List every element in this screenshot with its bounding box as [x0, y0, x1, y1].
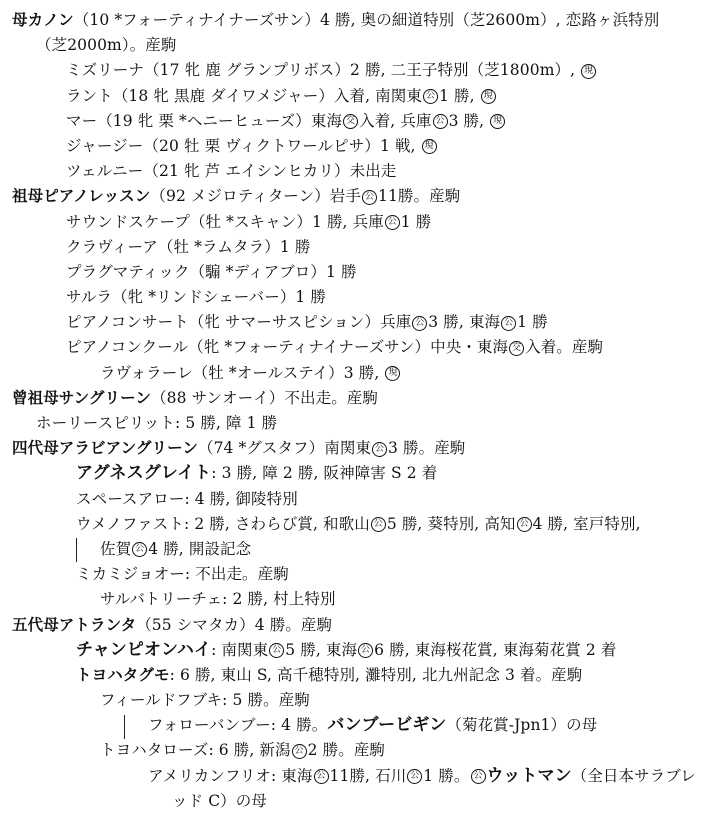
pedigree-line: [0, 436, 720, 461]
circled-mark: 公: [269, 643, 284, 658]
horse-name: ミズリーナ: [66, 61, 145, 80]
line-text: （菊花賞-Jpn1）の母: [446, 716, 598, 735]
pedigree-line: [0, 310, 720, 335]
line-text: : 南関東: [211, 640, 269, 659]
pedigree-line: [0, 789, 720, 814]
pedigree-line: [0, 33, 720, 58]
line-text: （牡 *ラムタラ）1 勝: [157, 237, 311, 256]
horse-name: ピアノコンサート: [66, 313, 189, 332]
horse-name: フォローバンブー: [148, 716, 271, 735]
circled-mark: 公: [372, 442, 387, 457]
pedigree-line: [0, 386, 720, 411]
pedigree-line: [0, 361, 720, 386]
pedigree-line: [0, 184, 720, 209]
circled-mark: 現: [385, 366, 400, 381]
pedigree-line: [0, 613, 720, 638]
circled-mark: 公: [132, 542, 147, 557]
horse-name: ラヴォラーレ: [100, 363, 193, 382]
line-text: : 5 勝。産駒: [222, 691, 310, 710]
line-text: 1 勝。: [423, 766, 470, 785]
line-text: （10 *フォーティナイナーズサン）4 勝, 奥の細道特別（芝2600m）, 恋路ヶ浜特別: [73, 11, 660, 29]
line-text: : 3 勝, 障 2 勝, 阪神障害 S 2 着: [211, 464, 438, 483]
horse-name: ピアノコンクール: [66, 338, 189, 357]
pedigree-line: [0, 537, 720, 562]
line-text: 4 勝, 開設記念: [148, 539, 252, 558]
circled-mark: 公: [292, 744, 307, 759]
line-text: 6 勝, 東海桜花賞, 東海菊花賞 2 着: [374, 640, 617, 659]
pedigree-line: [0, 109, 720, 134]
line-text: 11勝, 石川: [329, 766, 407, 785]
pedigree-line: [0, 285, 720, 310]
line-text: : 6 勝, 東山 S, 高千穂特別, 灘特別, 北九州記念 3 着。産駒: [169, 665, 583, 684]
line-text: （88 サンオーイ）不出走。産駒: [151, 388, 378, 407]
line-text: 1 勝: [400, 212, 432, 231]
line-text: （牡 *オールステイ）3 勝,: [192, 363, 385, 382]
pedigree-line: [0, 84, 720, 109]
circled-mark: 公: [362, 190, 377, 205]
pedigree-line: [0, 235, 720, 260]
pedigree-line: [0, 487, 720, 512]
pedigree-line: [0, 210, 720, 235]
horse-name: クラヴィーア: [66, 237, 158, 256]
horse-name: アグネスグレイト: [76, 463, 212, 484]
circled-mark: 現: [481, 89, 496, 104]
line-text: : 5 勝, 障 1 勝: [175, 414, 278, 432]
continuation-bar: [76, 538, 77, 562]
circled-mark: 公: [517, 517, 532, 532]
line-text: 5 勝, 東海: [285, 640, 358, 659]
horse-name: プラグマティック: [66, 262, 190, 281]
line-text: （牝 *リンドシェーバー）1 勝: [112, 288, 327, 307]
line-text: : 2 勝, 村上特別: [222, 590, 336, 609]
pedigree-line: [0, 512, 720, 537]
line-text: 1 勝: [517, 313, 548, 332]
line-text: 3 勝,: [448, 111, 490, 130]
line-text: 佐賀: [100, 539, 132, 558]
horse-name: サウンドスケープ: [66, 212, 190, 231]
pedigree-line: [0, 260, 720, 285]
line-text: : 6 勝, 新潟: [208, 741, 291, 760]
line-text: 2 勝。産駒: [307, 741, 386, 760]
line-text: （牝 サマーサスピション）兵庫: [188, 313, 412, 332]
horse-name: アメリカンフリオ: [148, 766, 271, 785]
circled-mark: 公: [314, 769, 329, 784]
pedigree-line: [0, 159, 720, 184]
horse-name: トヨハタグモ: [76, 665, 170, 684]
pedigree-line: [0, 411, 720, 436]
line-text: （21 牝 芦 エイシンヒカリ）未出走: [143, 162, 397, 181]
horse-name: ツェルニー: [66, 162, 144, 181]
line-text: （20 牡 栗 ヴィクトワールピサ）1 戦,: [143, 136, 421, 155]
circled-mark: 公: [501, 316, 516, 331]
pedigree-line: [0, 738, 720, 763]
line-text: （92 メジロティターン）岩手: [150, 187, 361, 206]
horse-name: フィールドフブキ: [100, 691, 223, 710]
horse-name: 母カノン: [12, 11, 74, 29]
line-text: : 4 勝, 御陵特別: [184, 489, 298, 508]
continuation-bar: [124, 715, 125, 739]
pedigree-line: [0, 8, 720, 33]
horse-name: ラント: [66, 86, 113, 105]
horse-name: トヨハタローズ: [100, 741, 209, 760]
line-text: 11勝。産駒: [378, 187, 461, 206]
line-text: ッド C）の母: [172, 791, 267, 810]
circled-mark: 公: [371, 517, 386, 532]
horse-name: チャンピオンハイ: [76, 639, 212, 660]
line-text: 3 勝, 東海: [428, 313, 501, 332]
line-text: 3 勝。産駒: [388, 439, 466, 458]
horse-name: 曾祖母サングリーン: [12, 388, 152, 407]
pedigree-line: [0, 134, 720, 159]
circled-mark: 現: [490, 114, 505, 129]
circled-mark: 公: [471, 769, 486, 784]
line-text: : 2 勝, さわらび賞, 和歌山: [183, 514, 370, 533]
circled-mark: 現: [581, 64, 596, 79]
circled-mark: 交: [343, 114, 358, 129]
circled-mark: 公: [407, 769, 422, 784]
line-text: （55 シマタカ）4 勝。産駒: [136, 615, 333, 634]
horse-name: 祖母ピアノレッスン: [12, 187, 151, 206]
horse-name: サルバトリーチェ: [100, 590, 223, 609]
pedigree-line: [0, 764, 720, 789]
horse-name: 四代母アラビアングリーン: [12, 439, 198, 458]
circled-mark: 公: [412, 316, 427, 331]
line-text: （騸 *ディアブロ）1 勝: [189, 262, 357, 281]
horse-name: サルラ: [66, 288, 113, 307]
pedigree-line: [0, 638, 720, 663]
line-text: （全日本サラブレ: [571, 766, 696, 785]
horse-name: マー: [66, 111, 98, 130]
horse-name: ホーリースピリット: [36, 414, 176, 432]
circled-mark: 公: [433, 114, 448, 129]
line-text: （17 牝 鹿 グランプリボス）2 勝, 二王子特別（芝1800m）,: [144, 61, 581, 80]
line-text: （芝2000m）。産駒: [36, 36, 177, 55]
line-text: : 4 勝。: [270, 716, 328, 735]
pedigree-document: [0, 8, 720, 814]
pedigree-line: [0, 688, 720, 713]
line-text: 1 勝,: [439, 86, 480, 105]
circled-mark: 現: [422, 139, 437, 154]
pedigree-line: [0, 461, 720, 486]
pedigree-line: [0, 58, 720, 83]
line-text: （牝 *フォーティナイナーズサン）中央・東海: [188, 338, 509, 357]
line-text: 入着, 兵庫: [359, 111, 432, 130]
line-text: 4 勝, 室戸特別,: [532, 514, 641, 533]
horse-name: スペースアロー: [76, 489, 185, 508]
pedigree-line: [0, 335, 720, 360]
pedigree-line: [0, 587, 720, 612]
line-text: : 不出走。産駒: [184, 565, 289, 584]
circled-mark: 公: [423, 89, 438, 104]
circled-mark: 公: [385, 215, 400, 230]
horse-name: バンブービギン: [327, 715, 447, 736]
circled-mark: 公: [358, 643, 373, 658]
pedigree-line: [0, 713, 720, 738]
line-text: 5 勝, 葵特別, 高知: [386, 514, 516, 533]
horse-name: ジャージー: [66, 136, 144, 155]
pedigree-line: [0, 562, 720, 587]
horse-name: ミカミジョオー: [76, 565, 185, 584]
line-text: （牡 *スキャン）1 勝, 兵庫: [189, 212, 384, 231]
circled-mark: 交: [509, 341, 524, 356]
line-text: 入着。産駒: [525, 338, 604, 357]
pedigree-line: [0, 663, 720, 688]
line-text: （18 牝 黒鹿 ダイワメジャー）入着, 南関東: [112, 86, 422, 105]
line-text: : 東海: [270, 766, 313, 785]
horse-name: ウメノファスト: [76, 514, 184, 533]
line-text: （19 牝 栗 *ヘニーヒューズ）東海: [97, 111, 343, 130]
horse-name: 五代母アトランタ: [12, 615, 137, 634]
line-text: （74 *グスタフ）南関東: [197, 439, 372, 458]
horse-name: ウットマン: [486, 765, 572, 786]
